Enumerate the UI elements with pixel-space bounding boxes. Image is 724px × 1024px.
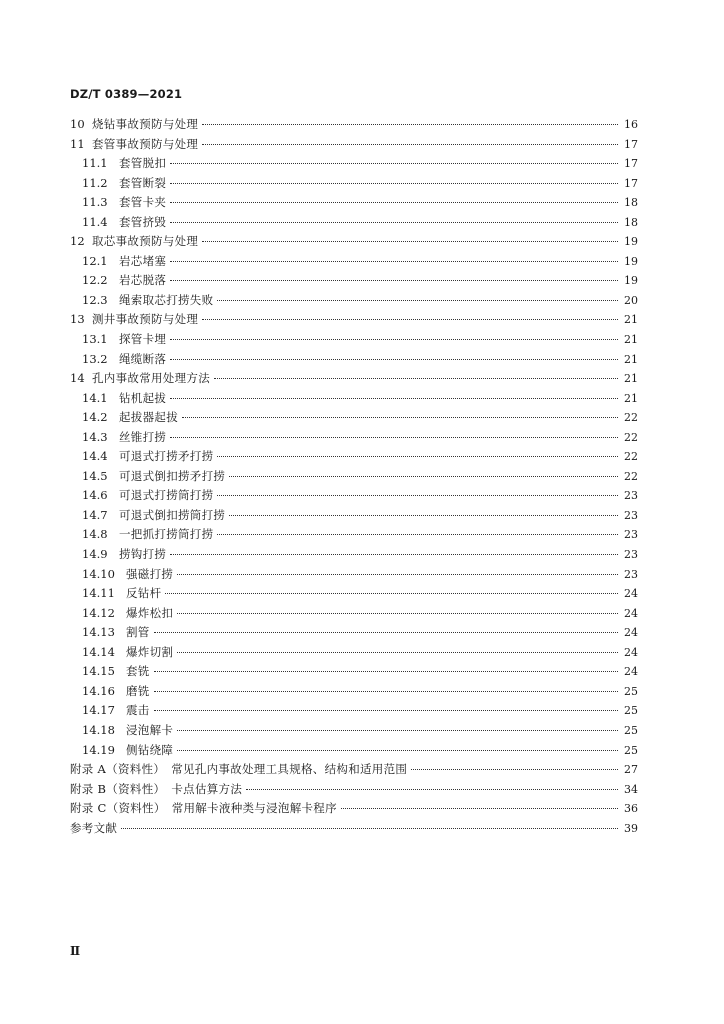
toc-dot-leader [121,828,618,829]
toc-entry-number: 12.1 [82,253,108,268]
toc-entry-page: 19 [624,254,638,268]
toc-entry[interactable] [70,271,638,291]
toc-entry-number: 14.4 [82,449,108,464]
toc-entry-number: 12 [70,234,85,249]
toc-entry-title: 套管卡夹 [119,195,167,210]
toc-entry-title: 丝锥打捞 [119,429,167,444]
toc-entry[interactable] [70,252,638,272]
toc-dot-leader [154,691,618,692]
toc-dot-leader [217,534,618,535]
toc-entry-page: 24 [624,665,638,679]
toc-dot-leader [229,476,618,477]
toc-entry[interactable] [70,447,638,467]
toc-entry-title: 强磁打捞 [126,566,174,581]
toc-entry-number: 14.6 [82,488,108,503]
toc-entry-title: 测井事故预防与处理 [92,312,199,327]
toc-entry-title: 孔内事故常用处理方法 [92,371,210,386]
toc-entry-page: 20 [624,293,638,307]
toc-dot-leader [202,124,618,125]
toc-entry-page: 25 [624,723,638,737]
toc-entry[interactable] [70,819,638,839]
toc-entry-number: 13.2 [82,351,108,366]
toc-entry-page: 24 [624,626,638,640]
toc-entry[interactable] [70,643,638,663]
toc-entry-number: 11.1 [82,156,108,171]
toc-entry-page: 22 [624,450,638,464]
toc-entry-page: 23 [624,567,638,581]
toc-entry-page: 21 [624,372,638,386]
toc-dot-leader [217,495,618,496]
toc-entry-title: 套管挤毁 [119,214,167,229]
toc-entry-number: 12.2 [82,273,108,288]
toc-entry-title: 爆炸切割 [126,644,174,659]
toc-entry-page: 21 [624,352,638,366]
toc-entry-title: 绳缆断落 [119,351,167,366]
toc-entry-title: 可退式倒扣捞筒打捞 [119,507,226,522]
toc-entry[interactable] [70,174,638,194]
toc-entry[interactable] [70,115,638,135]
toc-entry[interactable] [70,232,638,252]
toc-entry-title: 套铣 [126,664,150,679]
toc-entry-title: 烧钻事故预防与处理 [92,117,199,131]
toc-entry[interactable] [70,545,638,565]
toc-entry-page: 19 [624,235,638,249]
toc-entry-page: 17 [624,137,638,151]
toc-dot-leader [217,300,618,301]
toc-entry[interactable] [70,799,638,819]
toc-entry-page: 27 [624,763,638,777]
toc-entry-title: 可退式打捞筒打捞 [119,488,214,503]
toc-entry-page: 22 [624,411,638,425]
toc-entry-page: 24 [624,606,638,620]
toc-entry-page: 18 [624,196,638,210]
toc-entry-title: 反钻杆 [126,586,162,601]
toc-entry-number: 14 [70,371,85,386]
toc-entry-number: 14.14 [82,644,115,659]
toc-dot-leader [170,163,618,164]
toc-entry-page: 21 [624,333,638,347]
toc-entry-title: 附录 B（资料性） 卡点估算方法 [70,781,243,796]
toc-entry[interactable] [70,682,638,702]
toc-entry-title: 附录 A（资料性） 常见孔内事故处理工具规格、结构和适用范围 [70,762,408,777]
toc-entry[interactable] [70,780,638,800]
toc-dot-leader [177,730,618,731]
toc-entry-number: 14.12 [82,605,115,620]
toc-entry-number: 11.4 [82,214,108,229]
toc-entry-page: 21 [624,391,638,405]
toc-entry-page: 17 [624,176,638,190]
toc-entry-page: 23 [624,489,638,503]
toc-entry-title: 绳索取芯打捞失败 [119,292,214,307]
toc-entry-page: 25 [624,743,638,757]
toc-entry[interactable] [70,623,638,643]
toc-entry[interactable] [70,721,638,741]
toc-entry-page: 24 [624,587,638,601]
toc-entry-title: 套管事故预防与处理 [92,136,199,151]
toc-dot-leader [154,710,618,711]
toc-entry-title: 附录 C（资料性） 常用解卡液种类与浸泡解卡程序 [70,801,337,816]
toc-entry-title: 岩芯堵塞 [119,253,167,268]
toc-entry-number: 14.11 [82,586,115,601]
toc-entry-number: 14.19 [82,742,115,757]
toc-dot-leader [182,417,618,418]
toc-entry-number: 14.1 [82,390,108,405]
toc-entry-title: 磨铣 [126,683,150,698]
toc-entry-number: 13 [70,312,85,327]
toc-entry[interactable] [70,213,638,233]
toc-entry-number: 14.2 [82,410,108,425]
toc-entry-page: 21 [624,313,638,327]
toc-entry-title: 取芯事故预防与处理 [92,234,199,249]
toc-entry-number: 14.9 [82,547,108,562]
toc-dot-leader [170,339,618,340]
toc-entry-page: 39 [624,821,638,835]
toc-entry-title: 浸泡解卡 [126,722,174,737]
toc-entry-title: 套管脱扣 [119,156,167,171]
toc-entry-page: 23 [624,548,638,562]
toc-dot-leader [202,144,618,145]
toc-entry-page: 17 [624,157,638,171]
toc-dot-leader [154,671,618,672]
toc-dot-leader [170,183,618,184]
toc-entry[interactable] [70,310,638,330]
toc-entry-page: 25 [624,684,638,698]
toc-entry-page: 16 [624,118,638,131]
toc-entry-title: 参考文献 [70,820,118,835]
standard-code: DZ/T 0389—2021 [70,87,183,101]
toc-entry[interactable] [70,369,638,389]
toc-dot-leader [170,280,618,281]
toc-entry-number: 14.16 [82,683,115,698]
toc-entry[interactable] [70,428,638,448]
toc-entry-page: 22 [624,430,638,444]
toc-entry-page: 36 [624,802,638,816]
page-number: Ⅱ [70,944,81,958]
toc-entry[interactable] [70,584,638,604]
table-of-contents [70,115,638,838]
toc-entry[interactable] [70,760,638,780]
toc-entry-page: 24 [624,645,638,659]
toc-dot-leader [165,593,618,594]
toc-dot-leader [202,319,618,320]
toc-dot-leader [170,202,618,203]
toc-entry[interactable] [70,330,638,350]
toc-dot-leader [214,378,618,379]
toc-dot-leader [170,398,618,399]
toc-entry-page: 23 [624,508,638,522]
toc-entry[interactable] [70,486,638,506]
toc-entry-title: 可退式打捞矛打捞 [119,449,214,464]
toc-entry-number: 14.15 [82,664,115,679]
toc-entry-page: 18 [624,215,638,229]
toc-dot-leader [177,574,618,575]
toc-entry-title: 震击 [126,703,150,718]
toc-entry-number: 14.7 [82,507,108,522]
toc-dot-leader [177,652,618,653]
toc-entry[interactable] [70,662,638,682]
toc-entry-number: 14.17 [82,703,115,718]
toc-entry-number: 14.8 [82,527,108,542]
toc-entry[interactable] [70,604,638,624]
toc-entry[interactable] [70,193,638,213]
toc-entry-title: 起拔器起拔 [119,410,178,425]
toc-entry-title: 套管断裂 [119,175,167,190]
toc-entry-page: 23 [624,528,638,542]
toc-entry-number: 14.18 [82,722,115,737]
toc-dot-leader [217,456,618,457]
toc-entry-number: 14.13 [82,625,115,640]
toc-entry-title: 岩芯脱落 [119,273,167,288]
toc-entry-number: 11.3 [82,195,108,210]
toc-entry[interactable] [70,408,638,428]
toc-entry[interactable] [70,467,638,487]
toc-entry-title: 钻机起拔 [119,390,167,405]
toc-dot-leader [170,261,618,262]
toc-dot-leader [170,437,618,438]
toc-entry-number: 13.1 [82,332,108,347]
toc-entry-number: 10 [70,117,85,131]
toc-entry-number: 11 [70,136,85,151]
toc-dot-leader [229,515,618,516]
toc-entry-title: 捞钩打捞 [119,547,167,562]
toc-entry[interactable] [70,291,638,311]
toc-entry-title: 一把抓打捞筒打捞 [119,527,214,542]
toc-entry[interactable] [70,350,638,370]
toc-entry[interactable] [70,506,638,526]
toc-dot-leader [170,554,618,555]
toc-entry-title: 探管卡埋 [119,332,167,347]
toc-entry-title: 可退式倒扣捞矛打捞 [119,468,226,483]
toc-entry-title: 爆炸松扣 [126,605,174,620]
toc-dot-leader [154,632,618,633]
toc-entry[interactable] [70,135,638,155]
toc-dot-leader [170,222,618,223]
toc-entry[interactable] [70,389,638,409]
toc-entry-number: 14.10 [82,566,115,581]
toc-entry-page: 22 [624,469,638,483]
toc-dot-leader [177,750,618,751]
toc-entry[interactable] [70,154,638,174]
toc-dot-leader [341,808,618,809]
toc-entry-number: 11.2 [82,175,108,190]
toc-dot-leader [170,359,618,360]
toc-entry-number: 14.5 [82,468,108,483]
toc-entry-page: 34 [624,782,638,796]
toc-dot-leader [177,613,618,614]
toc-entry[interactable] [70,741,638,761]
toc-entry-page: 25 [624,704,638,718]
toc-entry[interactable] [70,701,638,721]
toc-dot-leader [202,241,618,242]
toc-entry-number: 14.3 [82,429,108,444]
toc-entry-page: 19 [624,274,638,288]
toc-entry[interactable] [70,565,638,585]
toc-entry[interactable] [70,525,638,545]
toc-entry-number: 12.3 [82,292,108,307]
toc-entry-title: 割管 [126,625,150,640]
toc-dot-leader [411,769,618,770]
toc-dot-leader [246,789,618,790]
toc-entry-title: 侧钻绕障 [126,742,174,757]
